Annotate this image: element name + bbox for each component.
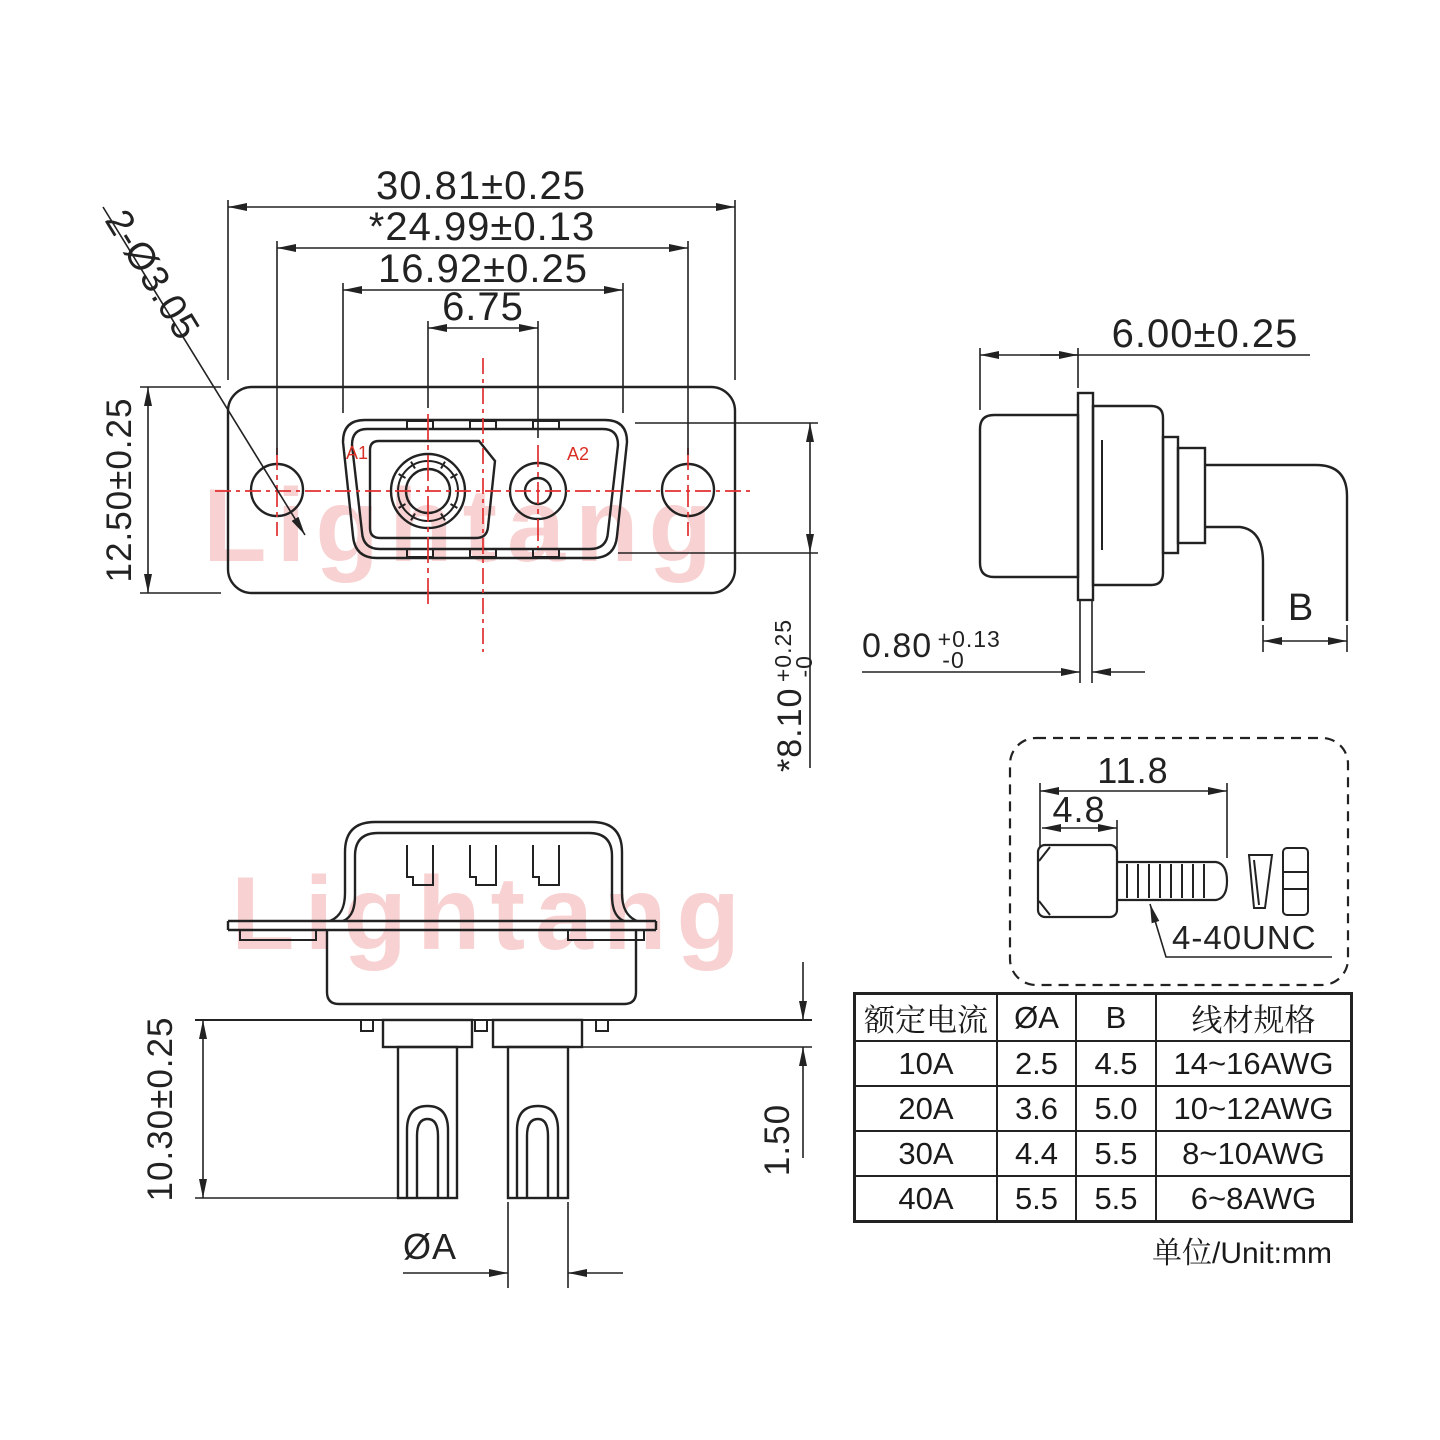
dim-head-length: 4.8 [1052, 789, 1106, 830]
table-cell: 4.5 [1075, 1040, 1155, 1085]
table-cell: 4.4 [996, 1130, 1075, 1175]
dome-outer [330, 822, 637, 921]
contact-a2-label: A2 [567, 444, 590, 464]
table-cell: 10~12AWG [1155, 1085, 1350, 1130]
wire-outer [1205, 465, 1347, 621]
dim-width-shell: 16.92±0.25 [378, 247, 588, 291]
contact-a1-label: A1 [346, 443, 369, 463]
dim-cup-length: 10.30±0.25 [141, 1016, 180, 1202]
pin-slots [407, 845, 559, 885]
table-header-wire: 线材规格 [1155, 995, 1350, 1040]
contact-a1-pocket [370, 441, 495, 538]
lock-nut [1283, 848, 1308, 915]
table-cell: 6~8AWG [1155, 1175, 1350, 1220]
strain-step-2 [1178, 448, 1205, 543]
dim-depth: 6.00±0.25 [1111, 312, 1299, 356]
dim-flange-thickness: 0.80 +0.13 -0 [862, 626, 1001, 673]
table-cell: 5.5 [1075, 1175, 1155, 1220]
table-cell: 14~16AWG [1155, 1040, 1350, 1085]
strain-step-1 [1163, 437, 1178, 553]
table-cell: 8~10AWG [1155, 1130, 1350, 1175]
unit-note: 单位/Unit:mm [1152, 1237, 1332, 1270]
screw-head [1038, 845, 1117, 917]
rear-dimensions [195, 962, 812, 1288]
retention-tabs [361, 1020, 608, 1031]
front-centerlines [215, 358, 753, 652]
table-cell: 5.5 [996, 1175, 1075, 1220]
dim-contact-pitch: 6.75 [442, 285, 524, 329]
flange-tab-left [240, 930, 316, 940]
table-cell: 40A [856, 1175, 996, 1220]
table-cell: 5.0 [1075, 1085, 1155, 1130]
flange-plate [1078, 393, 1093, 600]
front-cap [980, 415, 1078, 577]
cup-block-right [493, 1020, 582, 1047]
table-cell: 3.6 [996, 1085, 1075, 1130]
table-header-dia-a: ØA [996, 995, 1075, 1040]
rear-body [1093, 406, 1163, 585]
table-cell: 10A [856, 1040, 996, 1085]
table-cell: 20A [856, 1085, 996, 1130]
dome-inner [343, 833, 624, 921]
rear-view [195, 822, 812, 1198]
table-header-current: 额定电流 [864, 1003, 988, 1038]
front-view [228, 387, 735, 593]
watermark-text: Lightang [231, 856, 751, 972]
table-header-b: B [1075, 995, 1155, 1040]
table-cell: 5.5 [1075, 1130, 1155, 1175]
dim-height: 12.50±0.25 [100, 397, 139, 583]
screw-threads [1127, 864, 1204, 898]
spec-table [853, 992, 1353, 1223]
rear-flange [228, 921, 656, 930]
thread-spec: 4-40UNC [1172, 919, 1317, 956]
table-cell: 30A [856, 1130, 996, 1175]
watermark-text: Lightang [203, 468, 723, 584]
side-dimensions [862, 348, 1347, 683]
dim-width-outer: 30.81±0.25 [376, 164, 586, 208]
dim-shell-height: *8.10 +0.25 -0 [770, 618, 817, 772]
wedge-pin [1249, 855, 1272, 908]
flange-tab-right [568, 930, 644, 940]
wire-dia-label: B [1287, 587, 1315, 629]
wire-inner [1205, 527, 1263, 621]
dim-total-length: 11.8 [1097, 750, 1169, 791]
rear-insulator [327, 930, 636, 1004]
cup-dia-label: ØA [402, 1226, 458, 1267]
table-cell: 2.5 [996, 1040, 1075, 1085]
dim-mount-holes: 2-Ø3.05 [96, 202, 208, 348]
dim-cup-offset: 1.50 [758, 1103, 797, 1177]
cup-block-left [383, 1020, 472, 1047]
dim-width-holes: *24.99±0.13 [368, 205, 596, 249]
